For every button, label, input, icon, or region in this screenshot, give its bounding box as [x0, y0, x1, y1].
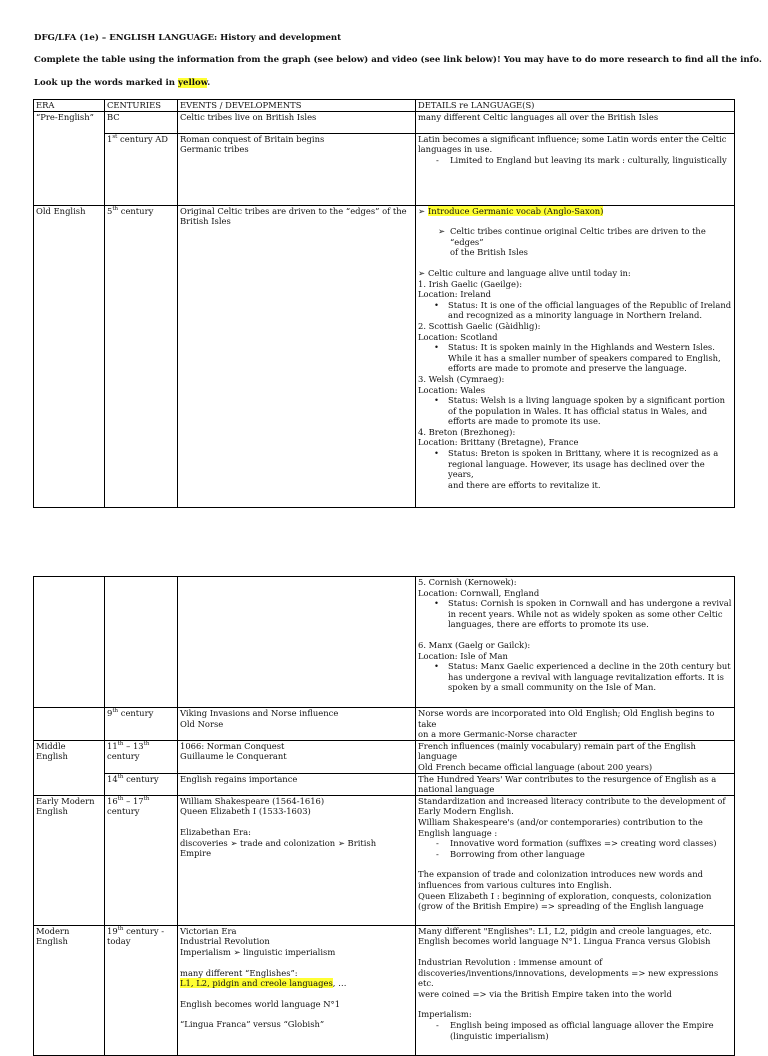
table-row [34, 133, 735, 205]
list-item: • Status: Breton is spoken in Brittany, where it is recognized as a regional language. However, its usage has declined over the years, and there are efforts to revitalize it. [434, 448, 719, 490]
header-details: DETAILS re LANGUAGE(S) [416, 100, 735, 112]
table-row [34, 205, 735, 507]
lookup-highlight: yellow [178, 78, 208, 88]
details-cell: French influences (mainly vocabulary) remain part of the English language Old French became official language (about 200 years) [416, 740, 735, 773]
list-item: - English being imposed as official language allover the Empire (linguistic imperialism) [436, 1019, 714, 1041]
table-row [34, 795, 735, 925]
century-cell: 1st century AD [105, 133, 178, 205]
era-cell [34, 708, 105, 741]
language-history-table-2 [33, 576, 735, 1056]
details-cell: many different Celtic languages all over the British Isles [416, 111, 735, 133]
event-cell: Roman conquest of Britain begins Germanic tribes [178, 133, 416, 205]
era-cell: Modern English [34, 925, 105, 1055]
table-row [34, 740, 735, 773]
details-cell: Many different "Englishes": L1, L2, pidgin and creole languages, etc. English becomes world language N°1. Lingua Franca versus Globish Industrian Revolution : immense amount of discoveries/inventions/innovations, developments => new expressions etc. were coined => via the British Empire taken into the world Imperialism: - English being imposed as official language allover the Empire (linguistic imperialism) [416, 925, 735, 1055]
lookup-prefix: Look up the words marked in [34, 78, 178, 88]
details-cell: Norse words are incorporated into Old English; Old English begins to take on a more Germanic-Norse character [416, 708, 735, 741]
header-era: ERA [34, 100, 105, 112]
century-cell: BC [105, 111, 178, 133]
century-cell: 5th century [105, 205, 178, 507]
era-cell: “Pre-English” [34, 111, 105, 205]
event-cell: Viking Invasions and Norse influence Old Norse [178, 708, 416, 741]
era-cell: Old English [34, 205, 105, 507]
era-cell: Middle English [34, 740, 105, 795]
century-cell: 19th century - today [105, 925, 178, 1055]
list-item: • Status: Welsh is a living language spoken by a significant portion of the population in Wales. It has official status in Wales, and efforts are made to promote its use. [434, 395, 726, 427]
language-history-table-1 [33, 99, 735, 508]
event-cell: Victorian Era Industrial Revolution Imperialism ➢ linguistic imperialism many different “Englishes”: L1, L2, pidgin and creole languages, … English becomes world language N°1 “Lingua Franca” versus “Globish” [178, 925, 416, 1055]
century-cell: 16th – 17th century [105, 795, 178, 925]
era-cell [34, 577, 105, 708]
event-cell: 1066: Norman Conquest Guillaume le Conquerant [178, 740, 416, 773]
lookup-suffix: . [207, 78, 211, 88]
century-cell [105, 577, 178, 708]
era-cell: Early Modern English [34, 795, 105, 925]
century-cell: 11th – 13th century [105, 740, 178, 773]
list-item: • Status: It is spoken mainly in the Highlands and Western Isles. While it has a smaller number of speakers compared to English, efforts are made to promote and preserve the language. [434, 342, 721, 374]
instruction-text: Complete the table using the information from the graph (see below) and video (see link below)! You may have to do more research to find all the info. [34, 55, 762, 65]
header-centuries: CENTURIES [105, 100, 178, 112]
table-row [34, 925, 735, 1055]
list-item: - Innovative word formation (suffixes => creating word classes) [436, 838, 717, 849]
event-cell: English regains importance [178, 773, 416, 795]
table-row [34, 577, 735, 708]
details-cell: 5. Cornish (Kernowek): Location: Cornwall, England • Status: Cornish is spoken in Cornwall and has undergone a revival in recent years. While not as widely spoken as some other Celtic languages, there are efforts to promote its use. 6. Manx (Gaelg or Gailck): Location: Isle of Man • Status: Manx Gaelic experienced a decline in the 20th century but has undergone a revival with language revitalization efforts. It is spoken by a small community on the Isle of Man. [416, 577, 735, 708]
list-item: • Status: Cornish is spoken in Cornwall and has undergone a revival in recent years. While not as widely spoken as some other Celtic languages, there are efforts to promote its use. [434, 598, 732, 630]
details-cell: Latin becomes a significant influence; some Latin words enter the Celtic languages in use. - Limited to England but leaving its mark : culturally, linguistically [416, 133, 735, 205]
details-cell: Standardization and increased literacy contribute to the development of Early Modern English. William Shakespeare's (and/or contemporaries) contribution to the English language : - Innovative word formation (suffixes => creating word classes) - Borrowing from other language The expansion of trade and colonization introduces new words and influences from various cultures into English. Queen Elizabeth I : beginning of exploration, conquests, colonization (grow of the British Empire) => spreading of the English language [416, 795, 735, 925]
highlighted-term: L1, L2, pidgin and creole languages [180, 978, 333, 989]
lookup-note [34, 78, 210, 88]
list-item: • Status: It is one of the official languages of the Republic of Ireland and recognized as a minority language in Northern Ireland. [434, 299, 732, 321]
list-item: ➢ Celtic tribes continue original Celtic tribes are driven to the “edges” of the British Isles [438, 226, 706, 258]
table-row [34, 708, 735, 741]
header-events: EVENTS / DEVELOPMENTS [178, 100, 416, 112]
list-item: ➢ Celtic culture and language alive until today in: [418, 267, 631, 278]
event-cell [178, 577, 416, 708]
table-row [34, 773, 735, 795]
details-cell: The Hundred Years' War contributes to the resurgence of English as a national language [416, 773, 735, 795]
century-cell: 9th century [105, 708, 178, 741]
event-cell: Celtic tribes live on British Isles [178, 111, 416, 133]
list-item: ➢ Introduce Germanic vocab (Anglo-Saxon) [418, 205, 604, 216]
event-cell: William Shakespeare (1564-1616) Queen Elizabeth I (1533-1603) Elizabethan Era: discoveries ➢ trade and colonization ➢ British Empire [178, 795, 416, 925]
table-row [34, 111, 735, 133]
document-title: DFG/LFA (1e) – ENGLISH LANGUAGE: History and development [34, 33, 342, 43]
century-cell: 14th century [105, 773, 178, 795]
event-cell: Original Celtic tribes are driven to the “edges” of the British Isles [178, 205, 416, 507]
list-item: - Limited to England but leaving its mark : culturally, linguistically [436, 154, 727, 165]
list-item: - Borrowing from other language [436, 848, 585, 859]
details-cell: ➢ Introduce Germanic vocab (Anglo-Saxon) ➢ Celtic tribes continue original Celtic tribes are driven to the “edges” of the British Isles ➢ Celtic culture and language alive until today in: 1. Irish Gaelic (Gaeilge): Location: Ireland • Status: It is one of the official languages of the Republic of Ireland and recognized as a minority language in Northern Ireland. 2. Scottish Gaelic (Gàidhlig): Location: Scotland • Status: It is spoken mainly in the Highlands and Western Isles. While it has a smaller number of speakers compared to English, efforts are made to promote and preserve the language. 3. Welsh (Cymraeg): Location: Wales • Status: Welsh is a living language spoken by a significant portion of the population in Wales. It has official status in Wales, and efforts are made to promote its use. 4. Breton (Brezhoneg): Location: Brittany (Bretagne), France • Status: Breton is spoken in Brittany, where it is recognized as a regional language. However, its usage has declined over the years, and there are efforts to revitalize it. [416, 205, 735, 507]
list-item: • Status: Manx Gaelic experienced a decline in the 20th century but has undergone a revival with language revitalization efforts. It is spoken by a small community on the Isle of Man. [434, 661, 731, 693]
table-header-row [34, 100, 735, 112]
